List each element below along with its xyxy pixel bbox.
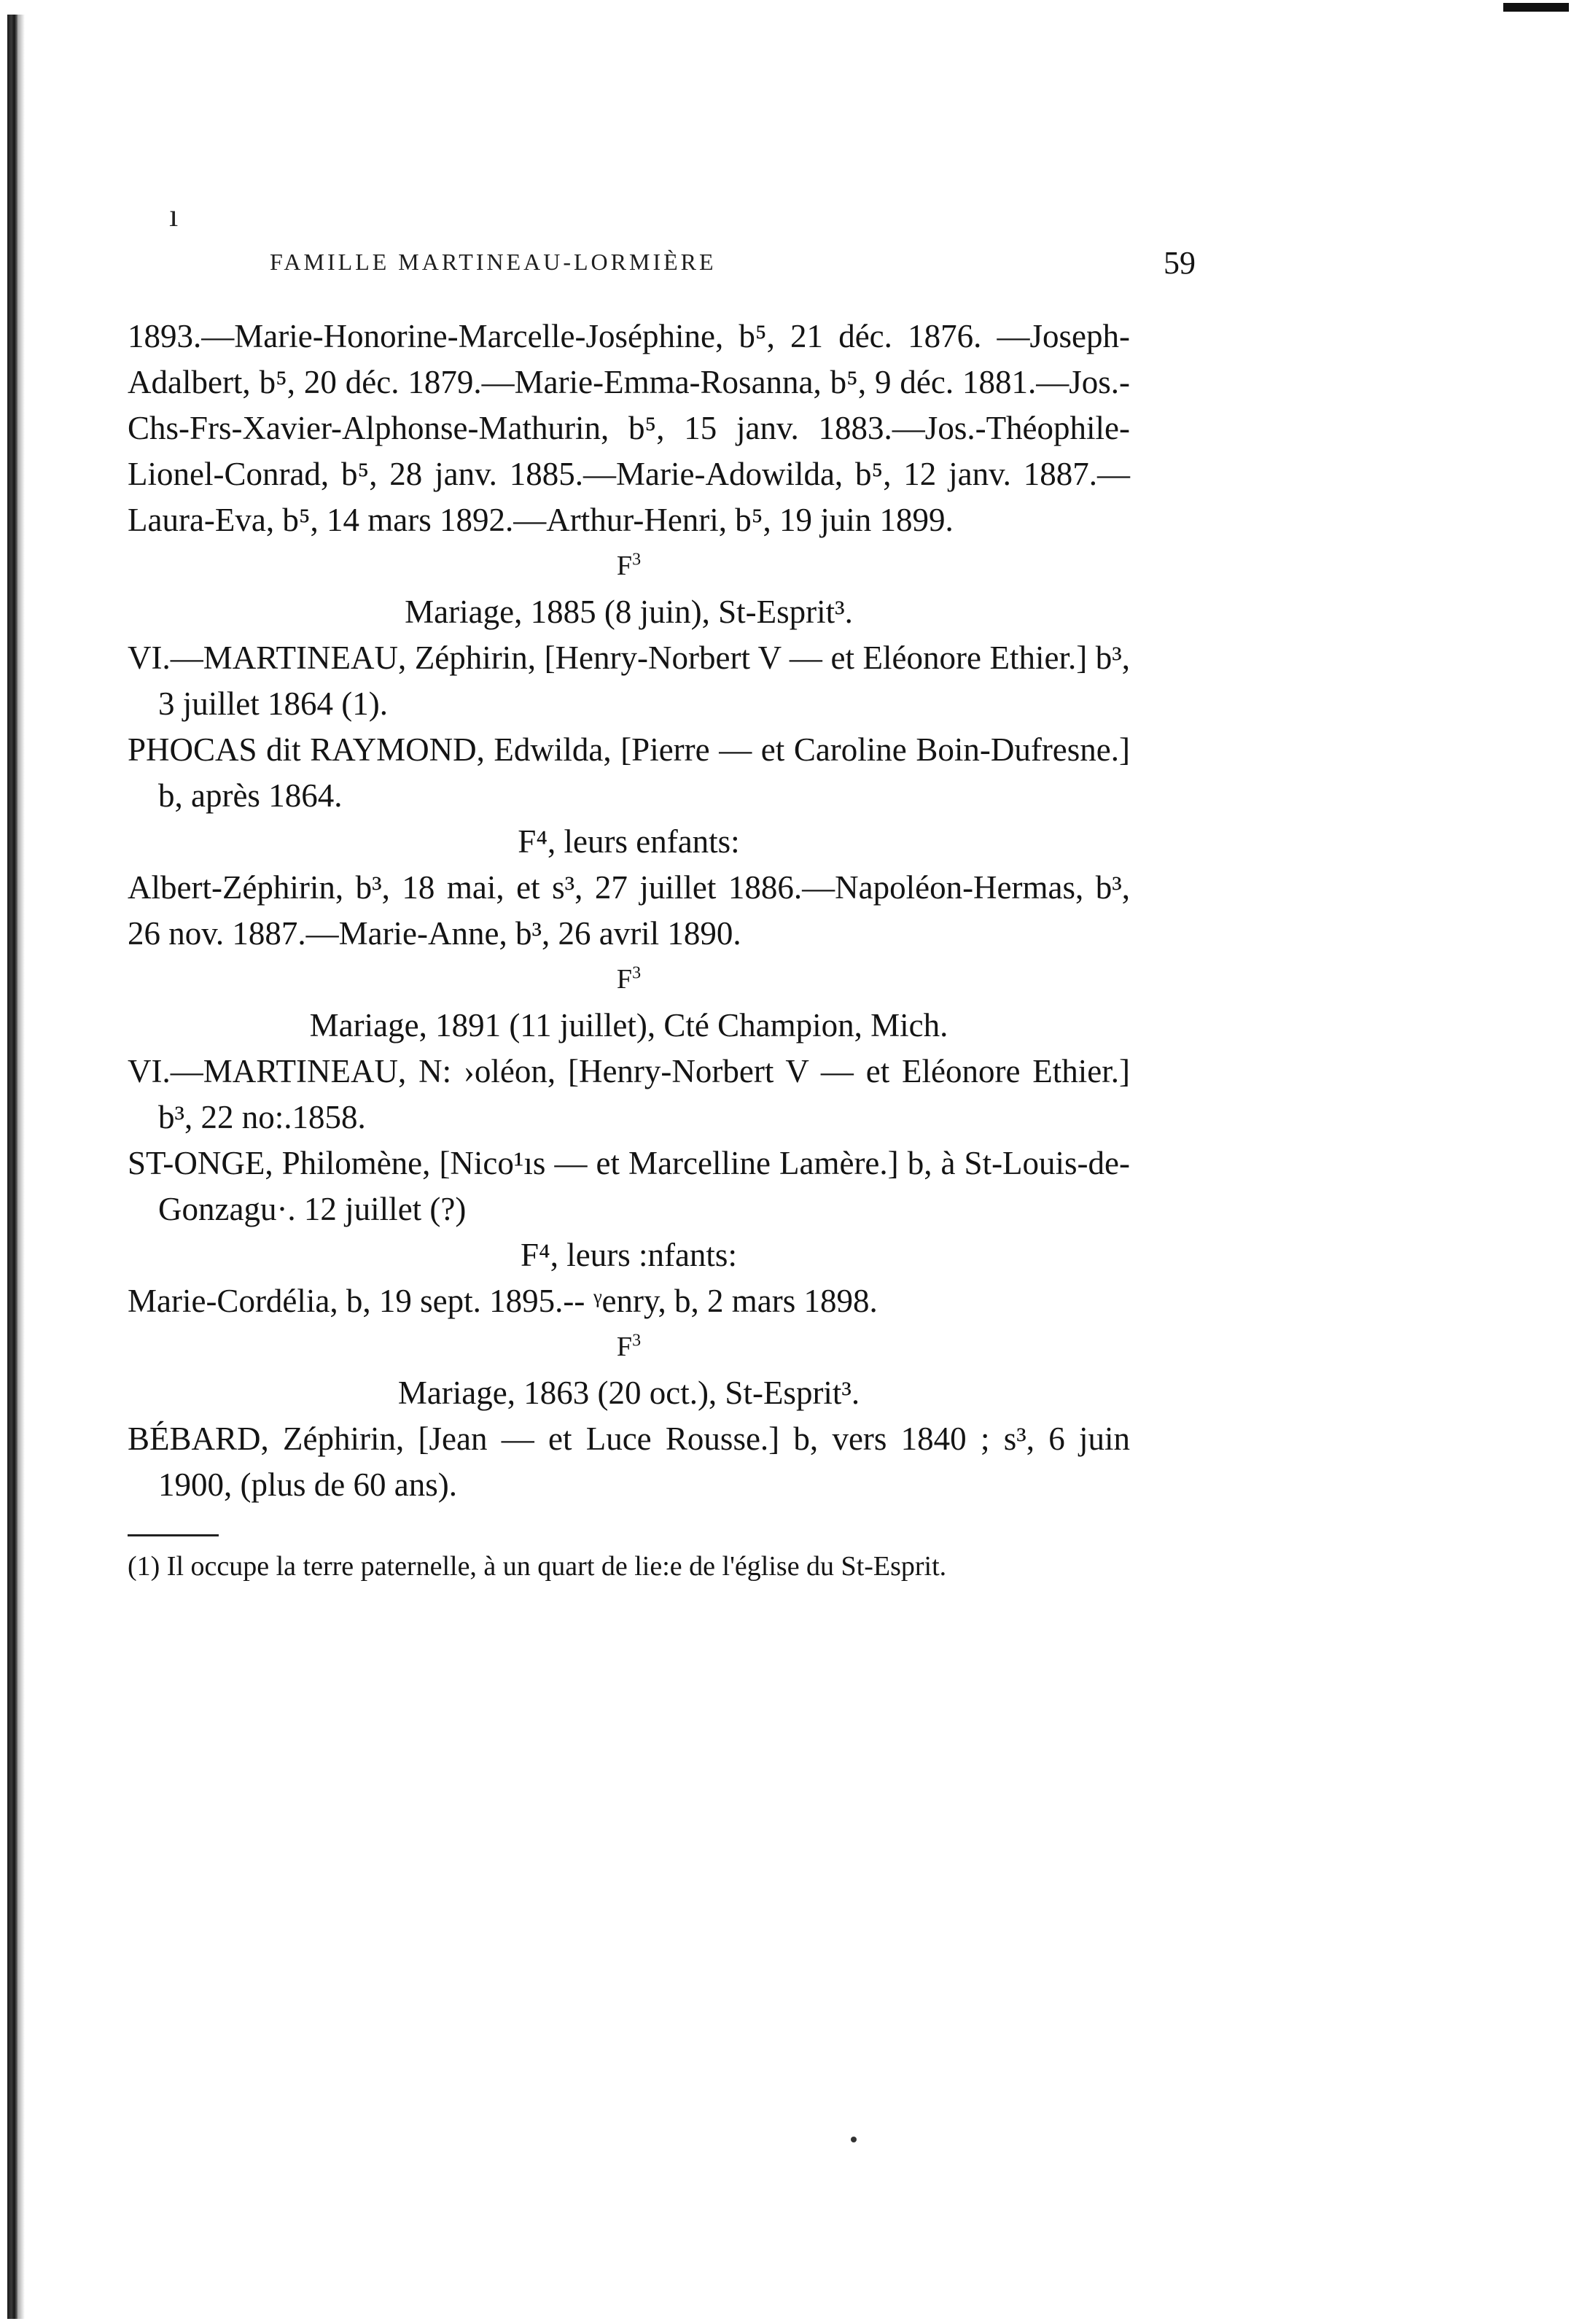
- book-spine-shadow: [7, 15, 17, 2319]
- page-number: 59: [1164, 245, 1196, 281]
- wife-entry-2: ST-ONGE, Philomène, [Nico¹ıs — et Marcelline Lamère.] b, à St-Louis-de-Gonzagu·. 12 juillet (?): [128, 1145, 1130, 1227]
- stray-dot: [851, 2137, 857, 2142]
- page-body: [128, 314, 1130, 1586]
- generation-heading-1: $F^3$: [616, 550, 642, 581]
- marriage-line-3: Mariage, 1863 (20 oct.), St-Esprit³.: [397, 1375, 860, 1411]
- children-paragraph-1: 1893.—Marie-Honorine-Marcelle-Joséphine, b⁵, 21 déc. 1876. —Joseph-Adalbert, b⁵, 20 déc. 1879.—Marie-Emma-Rosanna, b⁵, 9 déc. 1881.—Jos.-Chs-Frs-Xavier-Alphonse-Mathurin, b⁵, 15 janv. 1883.—Jos.-Théophile-Lionel-Conrad, b⁵, 28 janv. 1885.—Marie-Adowilda, b⁵, 12 janv. 1887.—Laura-Eva, b⁵, 14 mars 1892.—Arthur-Henri, b⁵, 19 juin 1899.: [128, 318, 1130, 538]
- stray-mark: ı: [169, 198, 179, 233]
- page-header: [270, 244, 1196, 288]
- wife-entry-1: PHOCAS dit RAYMOND, Edwilda, [Pierre — et Caroline Boin-Dufresne.] b, après 1864.: [128, 731, 1130, 814]
- husband-entry-1: VI.—MARTINEAU, Zéphirin, [Henry-Norbert V — et Eléonore Ethier.] b³, 3 juillet 1864 (1).: [128, 640, 1130, 722]
- children-list-2: Marie-Cordélia, b, 19 sept. 1895.-- ᵞenry, b, 2 mars 1898.: [128, 1283, 878, 1319]
- generation-heading-3: $F^3$: [616, 1331, 642, 1362]
- husband-entry-2: VI.—MARTINEAU, N: ›oléon, [Henry-Norbert V — et Eléonore Ethier.] b³, 22 no:.1858.: [128, 1053, 1130, 1135]
- scan-corner-mark: [1503, 3, 1569, 12]
- generation-heading-2: $F^3$: [616, 963, 642, 995]
- children-heading-2: F⁴, leurs :nfants:: [521, 1237, 737, 1273]
- children-heading-1: F⁴, leurs enfants:: [518, 823, 740, 860]
- children-list-1: Albert-Zéphirin, b³, 18 mai, et s³, 27 juillet 1886.—Napoléon-Hermas, b³, 26 nov. 1887.—Marie-Anne, b³, 26 avril 1890.: [128, 869, 1130, 952]
- marriage-line-1: Mariage, 1885 (8 juin), St-Esprit³.: [405, 594, 853, 630]
- gutter-shadow: [17, 15, 25, 2319]
- footnote: (1) Il occupe la terre paternelle, à un quart de lie:e de l'église du St-Esprit.: [128, 1551, 947, 1582]
- footnote-rule: [128, 1534, 219, 1536]
- marriage-line-2: Mariage, 1891 (11 juillet), Cté Champion, Mich.: [309, 1007, 948, 1044]
- husband-entry-3: BÉBARD, Zéphirin, [Jean — et Luce Rousse.] b, vers 1840 ; s³, 6 juin 1900, (plus de 60 ans).: [128, 1421, 1130, 1503]
- running-title: FAMILLE MARTINEAU-LORMIÈRE: [270, 249, 717, 275]
